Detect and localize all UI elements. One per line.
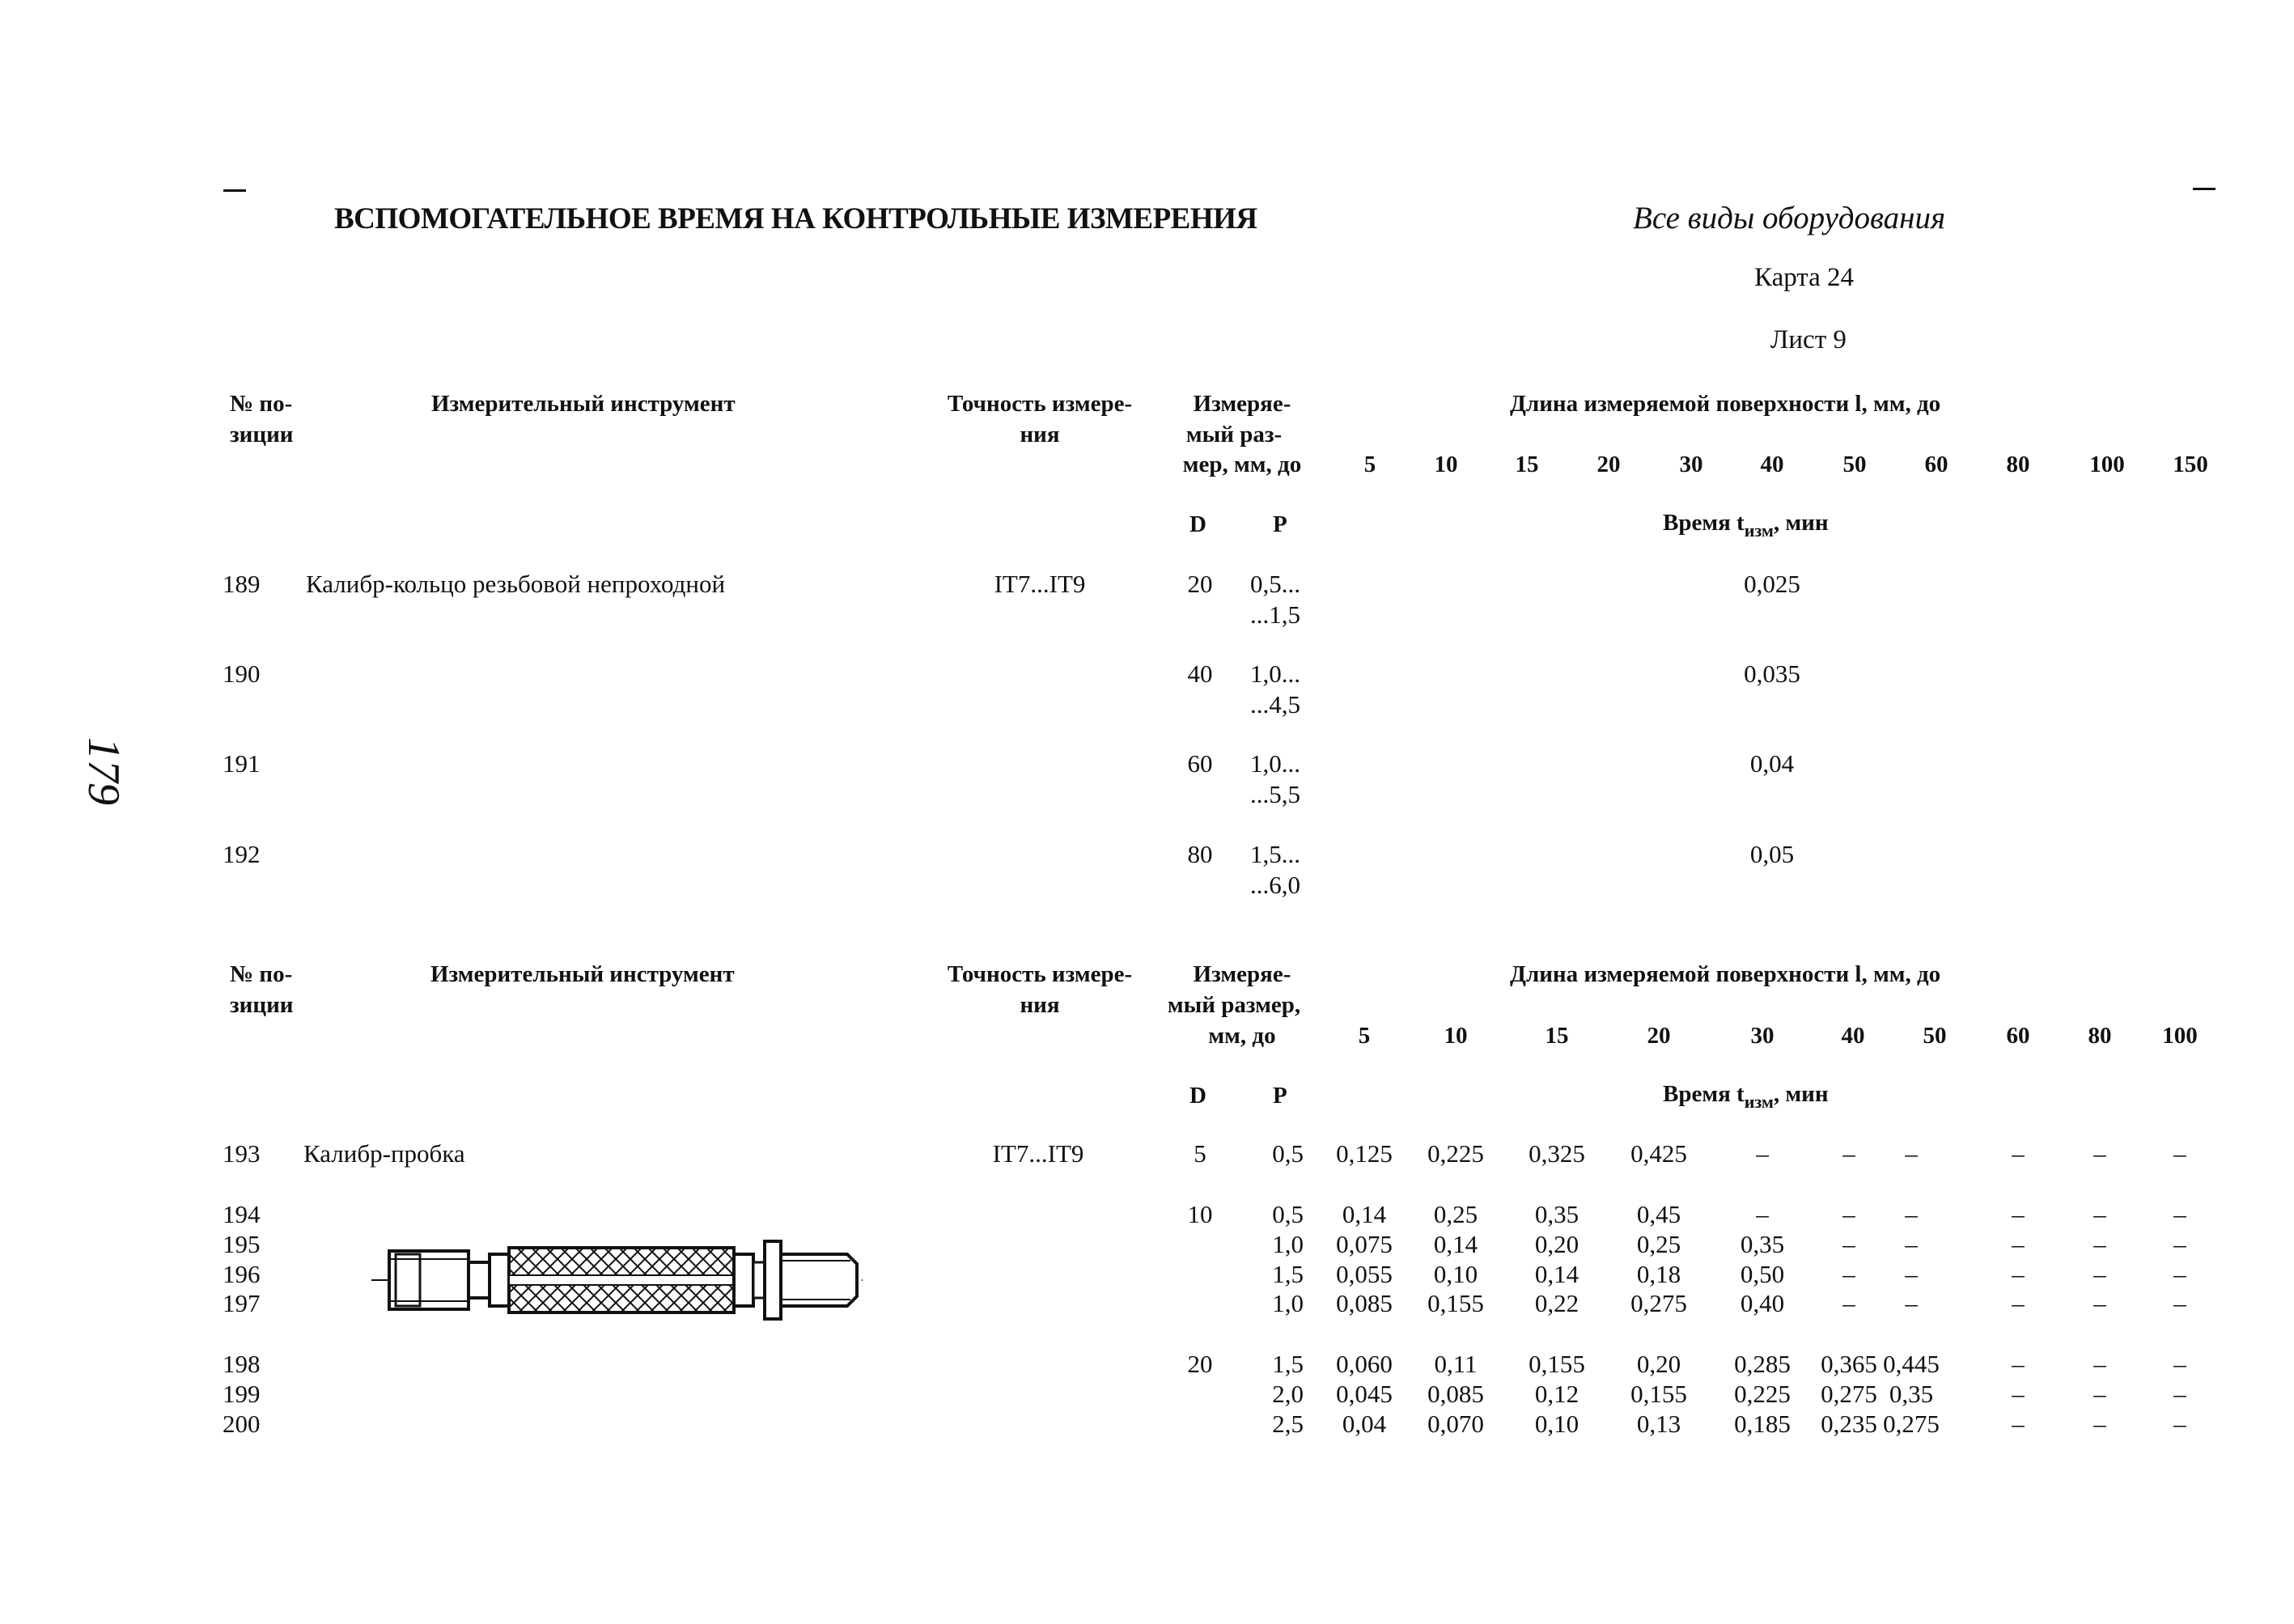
t2-cell: –: [2093, 1200, 2106, 1228]
t1-d: 60: [1187, 749, 1213, 778]
t1-col-length: Длина измеряемой поверхности l, мм, до: [1510, 391, 1941, 417]
t1-d: 40: [1187, 659, 1213, 688]
t1-time: 0,05: [1749, 840, 1795, 868]
corner-mark-left: [223, 189, 246, 192]
t2-cell: 0,25: [1636, 1230, 1681, 1258]
t2-cell: 0,18: [1636, 1260, 1681, 1288]
t2-length-15: 15: [1545, 1023, 1569, 1049]
t2-cell: 0,125: [1336, 1139, 1393, 1168]
t2-cell: –: [1905, 1200, 1918, 1228]
t2-d: 5: [1194, 1139, 1206, 1168]
t1-time-sub: изм: [1744, 520, 1774, 541]
t1-time: 0,035: [1744, 659, 1800, 688]
t2-cell: 0,10: [1534, 1410, 1580, 1438]
t2-cell: –: [2173, 1380, 2186, 1408]
t2-cell: 0,225: [1427, 1139, 1484, 1168]
t2-cell: –: [1842, 1289, 1855, 1317]
t1-col-accuracy-1: Точность измере-: [947, 391, 1133, 417]
t1-time: 0,04: [1749, 749, 1795, 778]
t2-pos-193: 193: [223, 1139, 261, 1168]
t2-cell: –: [2012, 1200, 2025, 1228]
t1-length-5: 5: [1363, 452, 1376, 477]
t2-cell: 0,425: [1630, 1139, 1687, 1168]
t2-cell: 0,20: [1636, 1350, 1681, 1378]
t2-tool-name: Калибр-пробка: [303, 1139, 465, 1168]
t2-d: 20: [1187, 1350, 1213, 1378]
t1-length-80: 80: [2006, 452, 2030, 477]
t2-cell: –: [2012, 1289, 2025, 1317]
t2-p: 1,0: [1272, 1230, 1304, 1258]
plug-gauge-icon: [368, 1230, 866, 1331]
t1-length-100: 100: [2089, 452, 2125, 477]
t1-p-from: 0,5...: [1250, 570, 1300, 598]
t2-pos-196: 196: [223, 1260, 261, 1288]
t2-cell: –: [1756, 1200, 1769, 1228]
t2-cell: –: [2173, 1410, 2186, 1438]
t1-sub-d: D: [1189, 511, 1206, 537]
t2-col-pos-2: зиции: [230, 992, 294, 1018]
t2-cell: 0,445: [1883, 1350, 1940, 1378]
t2-cell: 0,35: [1740, 1230, 1785, 1258]
t2-length-60: 60: [2006, 1023, 2030, 1049]
t2-cell: 0,35: [1534, 1200, 1580, 1228]
t2-cell: 0,14: [1433, 1230, 1478, 1258]
t2-cell: 0,35: [1889, 1380, 1934, 1408]
t1-pos-189: 189: [223, 570, 261, 598]
t2-cell: –: [1905, 1230, 1918, 1258]
t2-cell: –: [1905, 1260, 1918, 1288]
t2-cell: –: [2173, 1289, 2186, 1317]
sheet-label: Лист 9: [1770, 325, 1847, 354]
t1-p-from: 1,5...: [1250, 840, 1300, 868]
t2-length-100: 100: [2162, 1023, 2198, 1049]
t2-p: 1,5: [1272, 1350, 1304, 1378]
t2-cell: 0,50: [1740, 1260, 1785, 1288]
t2-cell: 0,14: [1342, 1200, 1387, 1228]
t1-tool: Калибр-кольцо резьбовой непроходной: [306, 570, 726, 598]
t1-length-15: 15: [1515, 452, 1539, 477]
t2-col-length: Длина измеряемой поверхности l, мм, до: [1510, 961, 1941, 987]
t2-p: 0,5: [1272, 1200, 1304, 1228]
page-title: ВСПОМОГАТЕЛЬНОЕ ВРЕМЯ НА КОНТРОЛЬНЫЕ ИЗМЕРЕНИЯ: [334, 202, 1257, 235]
equipment-label: Все виды оборудования: [1633, 201, 1946, 235]
t2-cell: 0,070: [1427, 1410, 1484, 1438]
t2-cell: 0,060: [1336, 1350, 1393, 1378]
t2-cell: –: [2093, 1350, 2106, 1378]
t1-col-size-3: мер, мм, до: [1182, 452, 1302, 477]
t2-cell: 0,155: [1427, 1289, 1484, 1317]
t1-col-tool: Измерительный инструмент: [431, 391, 736, 417]
t2-cell: 0,40: [1740, 1289, 1785, 1317]
t1-length-50: 50: [1842, 452, 1867, 477]
t2-cell: 0,04: [1342, 1410, 1387, 1438]
t2-cell: 0,275: [1883, 1410, 1940, 1438]
t2-pos-195: 195: [223, 1230, 261, 1258]
t2-cell: –: [1905, 1289, 1918, 1317]
t2-cell: 0,185: [1734, 1410, 1791, 1438]
t1-p-to: ...4,5: [1250, 690, 1300, 719]
t2-cell: –: [1842, 1260, 1855, 1288]
t2-cell: 0,25: [1433, 1200, 1478, 1228]
t2-cell: 0,20: [1534, 1230, 1580, 1258]
t1-col-pos-2: зиции: [230, 422, 294, 447]
t2-pos-199: 199: [223, 1380, 261, 1408]
t2-cell: 0,325: [1529, 1139, 1585, 1168]
t1-col-accuracy-2: ния: [1020, 422, 1060, 447]
t1-col-size-2: мый раз-: [1185, 422, 1283, 447]
card-label: Карта 24: [1754, 263, 1855, 292]
t2-col-accuracy-1: Точность измере-: [947, 961, 1133, 987]
t2-cell: –: [1756, 1139, 1769, 1168]
t1-time-label: Время t: [1663, 510, 1745, 536]
t2-cell: –: [2173, 1350, 2186, 1378]
t2-cell: –: [1842, 1200, 1855, 1228]
t2-cell: 0,275: [1821, 1380, 1877, 1408]
t2-cell: 0,275: [1630, 1289, 1687, 1317]
t2-accuracy: IT7...IT9: [992, 1139, 1084, 1168]
t1-time: 0,025: [1744, 570, 1800, 598]
t2-length-80: 80: [2088, 1023, 2112, 1049]
t1-col-size-1: Измеряе-: [1193, 391, 1291, 417]
t2-cell: 0,085: [1427, 1380, 1484, 1408]
t1-length-60: 60: [1924, 452, 1948, 477]
t1-p-to: ...6,0: [1250, 871, 1300, 899]
t2-cell: –: [2093, 1289, 2106, 1317]
t2-cell: 0,11: [1434, 1350, 1478, 1378]
t2-pos-194: 194: [223, 1200, 261, 1228]
t1-p-to: ...5,5: [1250, 780, 1300, 808]
t2-cell: 0,10: [1433, 1260, 1478, 1288]
t1-pos-192: 192: [223, 840, 261, 868]
t2-cell: 0,12: [1534, 1380, 1580, 1408]
t1-d: 80: [1187, 840, 1213, 868]
t1-p-from: 1,0...: [1250, 749, 1300, 778]
page-number: 179: [78, 737, 129, 805]
t2-col-size-1: Измеряе-: [1193, 961, 1291, 987]
t2-length-50: 50: [1923, 1023, 1947, 1049]
t1-length-30: 30: [1679, 452, 1703, 477]
t2-cell: –: [2173, 1200, 2186, 1228]
t2-cell: 0,045: [1336, 1380, 1393, 1408]
t1-time-header: [1663, 511, 1829, 540]
t2-p: 1,5: [1272, 1260, 1304, 1288]
t2-cell: –: [2093, 1139, 2106, 1168]
t2-p: 0,5: [1272, 1139, 1304, 1168]
t1-col-pos-1: № по-: [230, 391, 293, 417]
t2-length-20: 20: [1647, 1023, 1671, 1049]
t2-pos-197: 197: [223, 1289, 261, 1317]
t2-pos-198: 198: [223, 1350, 261, 1378]
t1-p-from: 1,0...: [1250, 659, 1300, 688]
t1-accuracy: IT7...IT9: [994, 570, 1086, 598]
t2-cell: –: [2173, 1230, 2186, 1258]
t2-cell: 0,075: [1336, 1230, 1393, 1258]
t1-sub-p: P: [1273, 511, 1287, 537]
t2-cell: –: [2012, 1350, 2025, 1378]
t2-d: 10: [1187, 1200, 1213, 1228]
t2-cell: 0,155: [1529, 1350, 1585, 1378]
t2-cell: –: [2012, 1230, 2025, 1258]
t2-cell: –: [2012, 1380, 2025, 1408]
t2-cell: 0,45: [1636, 1200, 1681, 1228]
t1-p-to: ...1,5: [1250, 600, 1300, 629]
t2-cell: –: [2012, 1410, 2025, 1438]
t2-cell: –: [1842, 1139, 1855, 1168]
t2-cell: 0,285: [1734, 1350, 1791, 1378]
t1-pos-191: 191: [223, 749, 261, 778]
t2-cell: –: [2012, 1260, 2025, 1288]
t2-p: 2,5: [1272, 1410, 1304, 1438]
t2-cell: –: [2093, 1410, 2106, 1438]
t2-cell: 0,085: [1336, 1289, 1393, 1317]
t1-d: 20: [1187, 570, 1213, 598]
t1-length-20: 20: [1596, 452, 1621, 477]
t2-time-header: [1663, 1083, 1829, 1111]
t1-length-150: 150: [2173, 452, 2208, 477]
t2-length-10: 10: [1444, 1023, 1468, 1049]
t2-col-accuracy-2: ния: [1020, 992, 1060, 1018]
t2-cell: –: [2093, 1260, 2106, 1288]
t2-length-30: 30: [1750, 1023, 1775, 1049]
t2-col-size-2: мый размер,: [1167, 992, 1301, 1018]
t2-col-pos-1: № по-: [230, 961, 293, 987]
t2-cell: –: [2093, 1380, 2106, 1408]
t2-cell: –: [1842, 1230, 1855, 1258]
t2-cell: 0,155: [1630, 1380, 1687, 1408]
t2-cell: –: [2173, 1260, 2186, 1288]
t2-cell: 0,235: [1821, 1410, 1877, 1438]
t2-sub-d: D: [1189, 1083, 1206, 1109]
t1-pos-190: 190: [223, 659, 261, 688]
t2-sub-p: P: [1273, 1083, 1287, 1109]
t2-cell: –: [2012, 1139, 2025, 1168]
corner-mark-right: [2193, 188, 2216, 190]
t2-cell: –: [2093, 1230, 2106, 1258]
t2-time-unit: , мин: [1773, 1081, 1829, 1107]
t2-p: 2,0: [1272, 1380, 1304, 1408]
t1-length-40: 40: [1760, 452, 1784, 477]
t2-length-5: 5: [1358, 1023, 1371, 1049]
t2-length-40: 40: [1841, 1023, 1865, 1049]
t2-cell: 0,22: [1534, 1289, 1580, 1317]
t1-length-10: 10: [1434, 452, 1458, 477]
t2-cell: –: [1905, 1139, 1918, 1168]
t2-time-label: Время t: [1663, 1081, 1745, 1107]
t2-p: 1,0: [1272, 1289, 1304, 1317]
t2-cell: 0,14: [1534, 1260, 1580, 1288]
t2-cell: 0,365: [1821, 1350, 1877, 1378]
t2-cell: 0,13: [1636, 1410, 1681, 1438]
t2-time-sub: изм: [1744, 1092, 1774, 1112]
t2-cell: –: [2173, 1139, 2186, 1168]
t2-pos-200: 200: [223, 1410, 261, 1438]
t2-cell: 0,225: [1734, 1380, 1791, 1408]
t2-col-size-3: мм, до: [1208, 1023, 1276, 1049]
t2-cell: 0,055: [1336, 1260, 1393, 1288]
t2-col-tool: Измерительный инструмент: [430, 961, 735, 987]
t1-time-unit: , мин: [1773, 510, 1829, 536]
